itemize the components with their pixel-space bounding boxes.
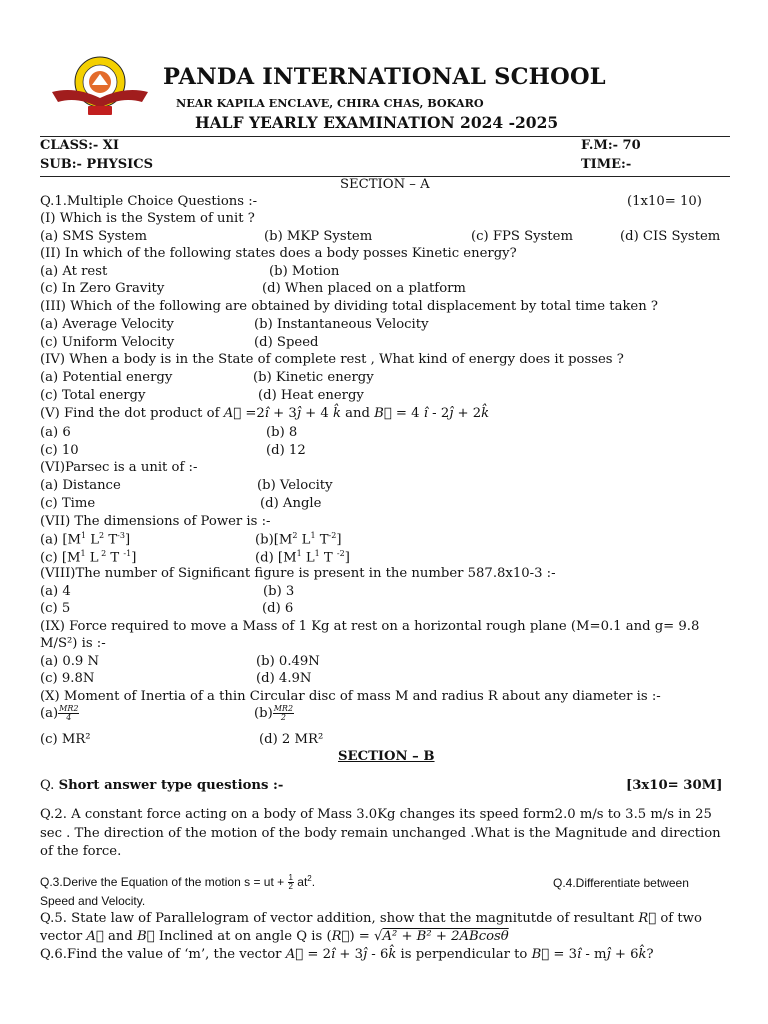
question-b-6: Q.6.Find the value of ‘m’, the vector A⃗ = 2î + 3ĵ - 6k̂ is perpendicular to B⃗ = 3î - mĵ + 6k̂? xyxy=(40,947,654,962)
option-c: (c) [$M^1$ L $^2$ T $^{-1}$] xyxy=(40,549,137,566)
option-c: (c) In Zero Gravity xyxy=(40,281,165,296)
option-a: (a) At rest xyxy=(40,264,108,279)
option-a: (a) $\frac{MR2}{4}$ xyxy=(40,704,79,722)
option-c: (c) Uniform Velocity xyxy=(40,335,175,350)
option-d: (d) Angle xyxy=(260,496,322,511)
option-d: (d) When placed on a platform xyxy=(262,281,466,296)
option-a: (a) 4 xyxy=(40,584,71,599)
question-b-6-text: Q.6.Find the value of ‘m’, the vector xyxy=(40,947,282,962)
school-address: NEAR KAPILA ENCLAVE, CHIRA CHAS, BOKARO xyxy=(176,96,484,110)
section-a-title: SECTION – A xyxy=(340,177,430,192)
question-b-2: Q.2. A constant force acting on a body of Mass 3.0Kg changes its speed form2.0 m/s to 3.5 m/s in 25 sec . The direction of the motion of the body remain unchanged .What is the Magnitude and direction of the force. xyxy=(40,807,721,859)
question-10: (X) Moment of Inertia of a thin Circular disc of mass M and radius R about any diameter is :- xyxy=(40,689,661,704)
question-1: (I) Which is the System of unit ? xyxy=(40,211,255,226)
full-marks-label: F.M:- 70 xyxy=(581,138,641,153)
heading-text: Short answer type questions :- xyxy=(58,778,284,793)
question-b-5: Q.5. State law of Parallelogram of vector addition, show that the magnitutde of resultant R⃗ of two xyxy=(40,911,702,926)
section-b-title: SECTION – B xyxy=(338,749,435,764)
option-a: (a) Distance xyxy=(40,478,121,493)
question-5 xyxy=(40,406,489,421)
option-d: (d) 2 MR² xyxy=(259,732,324,747)
question-6: (VI)Parsec is a unit of :- xyxy=(40,460,198,475)
option-a: (a) Average Velocity xyxy=(40,317,174,332)
option-a: (a) 0.9 N xyxy=(40,654,100,669)
option-b: (b) Kinetic energy xyxy=(253,370,374,385)
question-5-prefix: (V) Find the dot product of xyxy=(40,406,220,421)
question-9: (IX) Force required to move a Mass of 1 Kg at rest on a horizontal rough plane (M=0.1 and g= 9.8 xyxy=(40,619,700,634)
option-c: (c) Total energy xyxy=(40,388,146,403)
question-4: (IV) When a body is in the State of complete rest , What kind of energy does it posses ? xyxy=(40,352,624,367)
option-b: $(b)[M^2$ $L^1$ $T^{-2}$] xyxy=(255,531,342,548)
option-c: (c) MR² xyxy=(40,732,91,747)
question-b-5-text: Q.5. State law of Parallelogram of vector addition, show that the magnitutde of resultant xyxy=(40,911,635,926)
question-b-5-tail: of two xyxy=(660,911,702,926)
option-a: (a) 6 xyxy=(40,425,71,440)
school-name: PANDA INTERNATIONAL SCHOOL xyxy=(163,64,606,90)
option-d: (d) 12 xyxy=(266,443,306,458)
option-c: (c) FPS System xyxy=(471,229,573,244)
question-3: (III) Which of the following are obtained by dividing total displacement by total time taken ? xyxy=(40,299,658,314)
option-b: (b) Motion xyxy=(269,264,340,279)
option-c: (c) 9.8N xyxy=(40,671,95,686)
divider xyxy=(40,136,730,137)
option-d: (d) Heat energy xyxy=(258,388,364,403)
question-b-3-text: Q.3.Derive the Equation of the motion s = ut + xyxy=(40,875,285,889)
option-c: (c) 10 xyxy=(40,443,79,458)
time-label: TIME:- xyxy=(581,157,632,172)
school-logo xyxy=(50,52,150,118)
option-d: (d) Speed xyxy=(254,335,319,350)
option-b: (b) Instantaneous Velocity xyxy=(254,317,429,332)
mcq-heading: Q.1.Multiple Choice Questions :- xyxy=(40,194,258,209)
option-b: (b) $\frac{MR2}{2}$ xyxy=(254,704,294,722)
option-b: (b) 0.49N xyxy=(256,654,320,669)
mcq-marks: (1x10= 10) xyxy=(627,194,702,209)
option-a: (a) Potential energy xyxy=(40,370,173,385)
class-label: CLASS:- XI xyxy=(40,138,119,153)
heading-prefix: Q. xyxy=(40,778,55,793)
option-b: (b) Velocity xyxy=(257,478,333,493)
question-7: (VII) The dimensions of Power is :- xyxy=(40,514,271,529)
section-b-marks: [3x10= 30M] xyxy=(626,778,723,793)
subject-label: SUB:- PHYSICS xyxy=(40,157,153,172)
question-b-4-continued: Speed and Velocity. xyxy=(40,894,146,908)
question-b-3: Q.3.Derive the Equation of the motion s = ut + $\frac{1}{2}$ $at^2$. xyxy=(40,873,316,892)
option-d: (d) CIS System xyxy=(620,229,721,244)
question-b-5-continued: vector A⃗ and B⃗ Inclined at on angle Q is (R⃗) = √A² + B² + 2ABcosθ xyxy=(40,929,509,944)
option-c: (c) Time xyxy=(40,496,96,511)
option-b: (b) MKP System xyxy=(264,229,373,244)
option-a: (a) SMS System xyxy=(40,229,147,244)
short-answer-heading xyxy=(40,778,283,793)
question-9-continued: M/S²) is :- xyxy=(40,636,106,651)
option-b: (b) 8 xyxy=(266,425,298,440)
question-2: (II) In which of the following states does a body posses Kinetic energy? xyxy=(40,246,517,261)
question-8: (VIII)The number of Significant figure is present in the number 587.8x10-3 :- xyxy=(40,566,556,581)
option-c: (c) 5 xyxy=(40,601,71,616)
option-d: (d) [$M^1$ $L^1$ T $^{-2}$] xyxy=(255,549,350,566)
question-b-4: Q.4.Differentiate between xyxy=(553,876,689,890)
option-d: (d) 4.9N xyxy=(256,671,312,686)
option-a: (a) [$M^1$ $L^2$ $T^{-3}$] xyxy=(40,531,131,548)
vector-expression: A⃗ =2î + 3ĵ + 4 k̂ and B⃗ = 4 î - 2ĵ + 2k̂ xyxy=(223,406,490,421)
exam-title: HALF YEARLY EXAMINATION 2024 -2025 xyxy=(195,113,559,132)
option-d: (d) 6 xyxy=(262,601,294,616)
option-b: (b) 3 xyxy=(263,584,295,599)
